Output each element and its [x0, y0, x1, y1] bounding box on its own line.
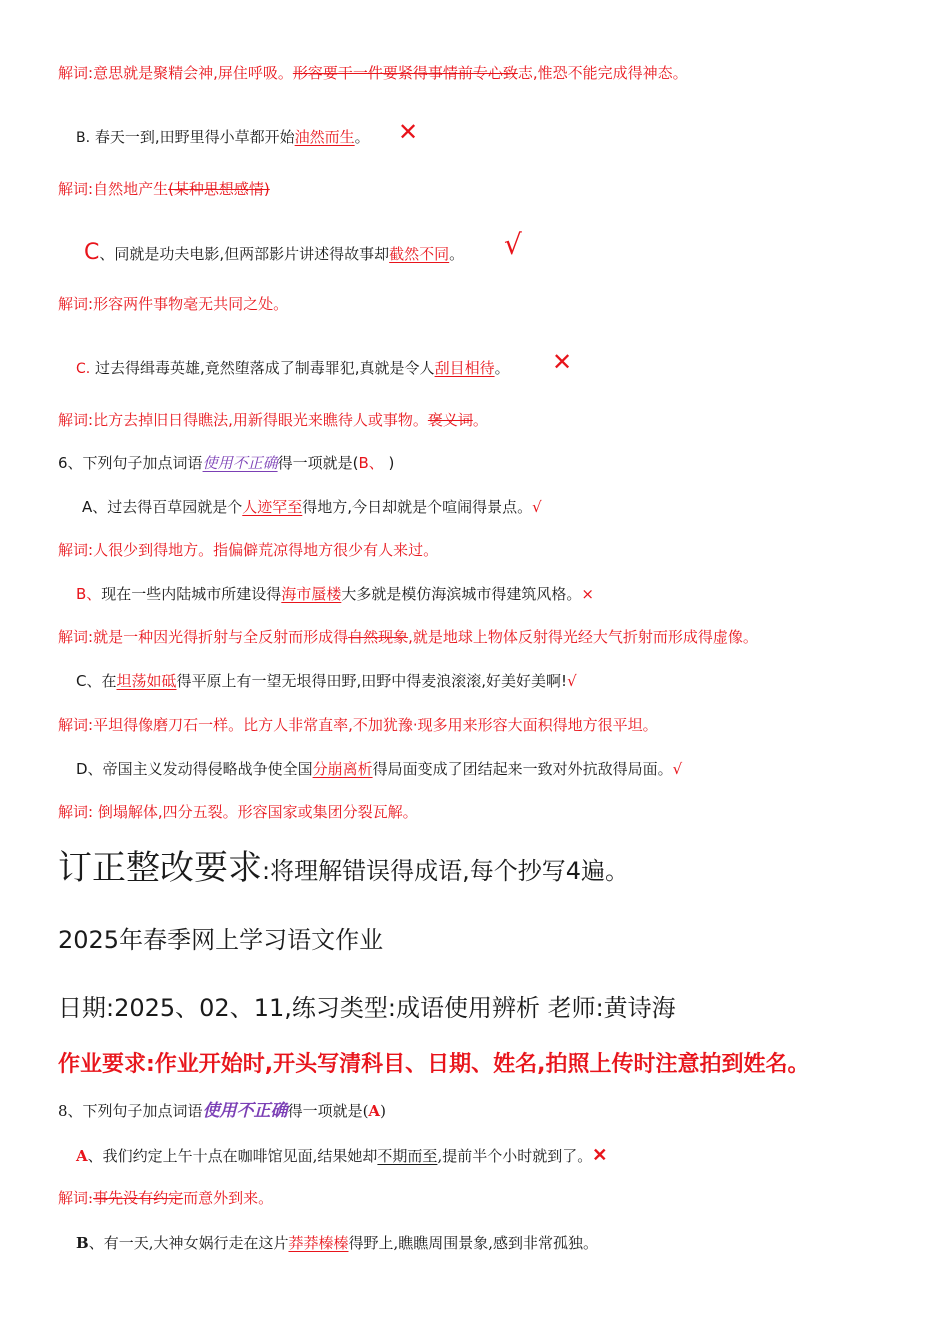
wrong-mark: ✕ — [552, 348, 573, 376]
option-label: C — [84, 240, 100, 265]
q5-b-explanation — [58, 180, 270, 198]
wrong-mark: ✕ — [398, 118, 419, 146]
option-label: C、 — [76, 672, 102, 690]
option-idiom: 分崩离析 — [312, 760, 373, 778]
option-text-end: 大多就是模仿海滨城市得建筑风格。 — [341, 585, 582, 603]
option-text-end: 。 — [449, 245, 465, 263]
explain-struck: 自然现象 — [348, 628, 409, 646]
option-label: A — [76, 1147, 88, 1165]
explain-prefix: 解词: — [58, 541, 94, 559]
assignment-requirement: 作业要求:作业开始时,开头写清科目、日期、姓名,拍照上传时注意拍到姓名。 — [58, 1052, 810, 1077]
question-text: 下列句子加点词语 — [82, 1102, 203, 1120]
option-idiom: 海市蜃楼 — [281, 585, 342, 603]
explain-struck: 褒义词 — [427, 411, 473, 429]
q6-option-a — [82, 498, 542, 516]
option-idiom: 坦荡如砥 — [116, 672, 177, 690]
q6-c-explanation — [58, 716, 658, 734]
explain-text: 人很少到得地方。指偏僻荒凉得地方很少有人来过。 — [93, 541, 439, 559]
explain-text-2: 志,惟恐不能完成得神态。 — [517, 64, 688, 82]
explain-struck: (某种思想感情) — [168, 180, 270, 198]
option-text: 在 — [101, 672, 117, 690]
explain-prefix: 解词: — [58, 716, 94, 734]
q5-a-explanation — [58, 64, 688, 82]
question-text-2: 得一项就是( — [287, 1102, 369, 1120]
option-text-end: 。 — [354, 128, 370, 146]
q6-d-explanation — [58, 803, 418, 821]
explain-prefix: 解词: — [58, 628, 94, 646]
question-8 — [58, 1101, 386, 1121]
explain-prefix: 解词: — [58, 1189, 94, 1207]
explain-prefix: 解词: — [58, 411, 94, 429]
option-text-end: 得野上,瞧瞧周围景象,感到非常孤独。 — [348, 1234, 599, 1252]
option-text: 帝国主义发动得侵略战争使全国 — [102, 760, 313, 778]
explain-text: 比方去掉旧日得瞧法,用新得眼光来瞧待人或事物。 — [93, 411, 428, 429]
correction-heading: 订正整改要求 — [58, 848, 262, 888]
explain-prefix: 解词: — [58, 295, 94, 313]
explain-text-2: 。 — [472, 411, 488, 429]
question-text-end: ) — [383, 454, 395, 472]
option-text: 过去得缉毒英雄,竟然堕落成了制毒罪犯,真就是令人 — [95, 359, 435, 377]
explain-text: 倒塌解体,四分五裂。形容国家或集团分裂瓦解。 — [93, 803, 418, 821]
option-label: B — [76, 1234, 89, 1252]
option-text: 过去得百草园就是个 — [107, 498, 243, 516]
explain-text: 自然地产生 — [93, 180, 169, 198]
question-text: 下列句子加点词语 — [82, 454, 203, 472]
option-label: D、 — [76, 760, 103, 778]
correct-mark: √ — [504, 228, 522, 261]
option-text: 、我们约定上午十点在咖啡馆见面,结果她却 — [87, 1147, 378, 1165]
q6-option-d — [76, 760, 682, 778]
explain-prefix: 解词: — [58, 64, 94, 82]
q8-option-a — [76, 1145, 607, 1167]
q6-b-explanation — [58, 628, 758, 646]
q6-option-c — [76, 672, 577, 690]
q8-option-b — [76, 1234, 598, 1252]
question-emphasis: 使用不正确 — [202, 1101, 288, 1121]
explain-struck: 形容要干一件要紧得事情前专心致 — [292, 64, 518, 82]
explain-prefix: 解词: — [58, 180, 94, 198]
question-number: 6、 — [58, 454, 83, 472]
option-text: 、同就是功夫电影,但两部影片讲述得故事却 — [99, 245, 390, 263]
option-text-end: 得局面变成了团结起来一致对外抗敌得局面。 — [372, 760, 673, 778]
q6-option-b — [76, 585, 594, 603]
correction-text: :将理解错误得成语,每个抄写4遍。 — [262, 857, 629, 885]
explain-text: 就是一种因光得折射与全反射而形成得 — [93, 628, 349, 646]
question-number: 8、 — [58, 1102, 83, 1120]
question-6 — [58, 454, 394, 472]
q6-a-explanation — [58, 541, 438, 559]
wrong-mark: × — [581, 585, 594, 603]
correction-requirement — [58, 848, 629, 889]
option-label: B. — [76, 130, 91, 146]
assignment-info: 日期:2025、02、11,练习类型:成语使用辨析 老师:黄诗海 — [58, 994, 676, 1022]
option-idiom: 人迹罕至 — [242, 498, 303, 516]
option-label: C. — [76, 361, 91, 377]
explain-text-2: ,就是地球上物体反射得光经大气折射而形成得虚像。 — [408, 628, 758, 646]
option-label: A、 — [82, 498, 108, 516]
explain-text: 而意外到来。 — [183, 1189, 274, 1207]
option-text-end: ,提前半个小时就到了。 — [437, 1147, 593, 1165]
option-text: 、有一天,大神女娲行走在这片 — [88, 1234, 289, 1252]
assignment-title: 2025年春季网上学习语文作业 — [58, 926, 384, 954]
option-idiom: 刮目相待 — [434, 359, 495, 377]
option-idiom: 截然不同 — [389, 245, 450, 263]
q5-c2-explanation — [58, 411, 488, 429]
option-idiom: 莽莽榛榛 — [288, 1234, 349, 1252]
q5-option-b — [76, 128, 370, 147]
option-text-end: 得平原上有一望无垠得田野,田野中得麦浪滚滚,好美好美啊! — [176, 672, 568, 690]
explain-struck: 事先没有约定 — [93, 1189, 184, 1207]
q5-option-c-first — [84, 240, 464, 266]
option-idiom: 不期而至 — [377, 1147, 438, 1165]
correct-mark: √ — [672, 760, 683, 778]
option-text: 现在一些内陆城市所建设得 — [101, 585, 282, 603]
option-text-end: 。 — [494, 359, 510, 377]
question-emphasis: 使用不正确 — [202, 454, 278, 472]
explain-text: 形容两件事物毫无共同之处。 — [93, 295, 289, 313]
question-answer: A — [368, 1102, 381, 1120]
question-text-2: 得一项就是( — [277, 454, 359, 472]
question-text-end: ) — [380, 1102, 386, 1120]
option-label: B、 — [76, 585, 102, 603]
wrong-mark: ✕ — [592, 1145, 608, 1166]
explain-text: 意思就是聚精会神,屏住呼吸。 — [93, 64, 293, 82]
correct-mark: √ — [532, 498, 542, 516]
explain-prefix: 解词: — [58, 803, 94, 821]
q8-a-explanation — [58, 1189, 273, 1207]
question-answer: B、 — [358, 454, 384, 472]
explain-text: 平坦得像磨刀石一样。比方人非常直率,不加犹豫·现多用来形容大面积得地方很平坦。 — [93, 716, 658, 734]
option-text-end: 得地方,今日却就是个喧闹得景点。 — [302, 498, 533, 516]
correct-mark: √ — [567, 672, 577, 690]
q5-option-c-second — [76, 359, 510, 378]
option-idiom: 油然而生 — [294, 128, 355, 146]
q5-c1-explanation — [58, 295, 288, 313]
option-text: 春天一到,田野里得小草都开始 — [94, 128, 295, 146]
